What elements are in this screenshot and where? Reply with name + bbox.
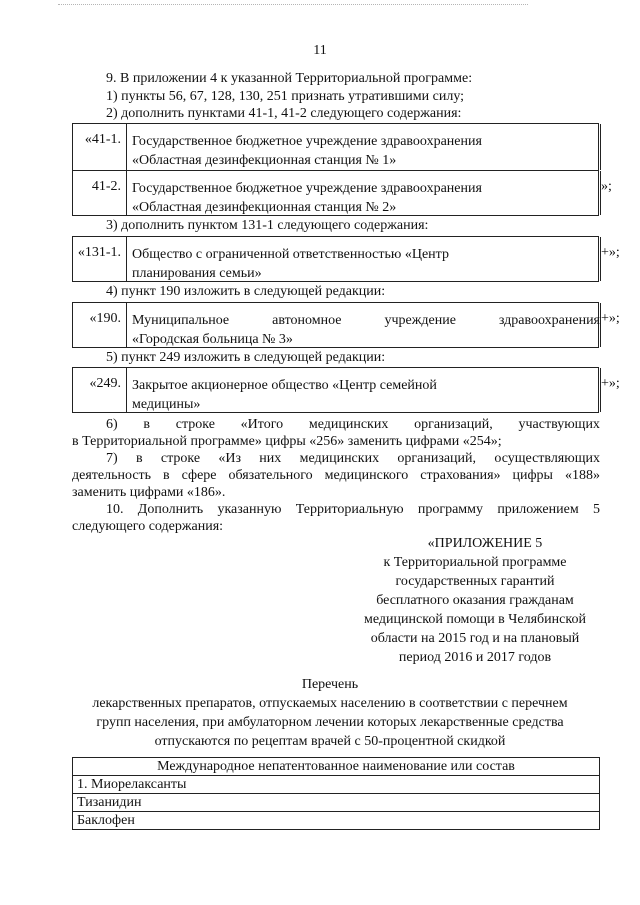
point7-line1: [106, 451, 600, 467]
scan-header-noise: [58, 4, 528, 5]
appendix-title: «ПРИЛОЖЕНИЕ 5: [427, 536, 543, 551]
word: приложением: [497, 502, 579, 517]
table-row-41-1: [72, 123, 599, 171]
point3-text: 3) дополнить пунктом 131-1 следующего содержания:: [106, 218, 429, 233]
appendix-header: «ПРИЛОЖЕНИЕ 5 к Территориальной программе государственных гарантий бесплатного оказания гражданам медицинской помощи в Челябинской области на 2015 год и на плановый период 2016 и 2017 годов: [330, 534, 620, 667]
row-organization: Государственное бюджетное учреждение здравоохранения «Областная дезинфекционная станция № 2»: [127, 171, 601, 215]
list-title: Перечень: [301, 677, 359, 692]
row-organization: Муниципальное автономное учреждение здравоохранения «Городская больница № 3»: [127, 303, 601, 347]
row-number: «41-1.: [73, 124, 127, 170]
word: строке: [160, 451, 201, 466]
word: организаций,: [397, 451, 477, 466]
table-row: Тизанидин: [73, 794, 600, 812]
word: деятельность: [72, 468, 152, 483]
item9-line2: 1) пункты 56, 67, 128, 130, 251 признать утратившими силу;: [106, 89, 465, 104]
row-number: «131-1.: [73, 237, 127, 281]
word: Дополнить: [137, 502, 204, 517]
row-number: «249.: [73, 368, 127, 412]
word: медицинского: [324, 468, 409, 483]
point6-line2: в Территориальной программе» цифры «256» заменить цифрами «254»;: [72, 434, 502, 449]
point6-line1: [106, 417, 600, 433]
word: «Из: [218, 451, 241, 466]
word: программу: [417, 502, 484, 517]
word: сфере: [181, 468, 217, 483]
word: них: [259, 451, 282, 466]
point7-line2: [72, 468, 600, 484]
word: 5: [593, 502, 600, 517]
row-number: «190.: [73, 303, 127, 347]
row-organization: Государственное бюджетное учреждение здравоохранения «Областная дезинфекционная станция № 1»: [127, 124, 601, 170]
table-row-131-1: «131-1. Общество с ограниченной ответственностью «Центр планирования семьи» +»;: [72, 236, 599, 282]
word: медицинских: [308, 417, 389, 432]
item10-line2: следующего содержания:: [72, 519, 224, 534]
word: медицинских: [299, 451, 380, 466]
item10-line1: [106, 502, 600, 518]
list-subtitle: лекарственных препаратов, отпускаемых населению в соответствии с перечнем групп населения, при амбулаторном лечении которых лекарственные средства отпускаются по рецептам врачей с 50-процентной скидкой: [92, 696, 568, 749]
point5-text: 5) пункт 249 изложить в следующей редакции:: [106, 350, 386, 365]
word: указанную: [217, 502, 282, 517]
item9-line1: 9. В приложении 4 к указанной Территориальной программе:: [106, 71, 473, 86]
drug-table: [72, 757, 600, 830]
word: «188»: [564, 468, 600, 483]
word: Территориальную: [295, 502, 404, 517]
table-header: Международное непатентованное наименование или состав: [73, 758, 600, 776]
row-organization: Закрытое акционерное общество «Центр семейной медицины»: [127, 368, 601, 412]
item9-line3: 2) дополнить пунктами 41-1, 41-2 следующего содержания:: [106, 106, 462, 121]
word: осуществляющих: [494, 451, 600, 466]
word: 10.: [106, 502, 124, 517]
table-header-row: [73, 758, 600, 776]
table-row-41-2: 41-2. Государственное бюджетное учреждение здравоохранения «Областная дезинфекционная станция № 2» »;: [72, 170, 599, 216]
page-number: 11: [313, 43, 327, 58]
word: 6): [106, 417, 118, 432]
table-row: 1. Миорелаксанты: [73, 776, 600, 794]
table-row: Баклофен: [73, 812, 600, 830]
word: «Итого: [240, 417, 284, 432]
word: в: [163, 468, 170, 483]
word: в: [143, 417, 151, 432]
word: организаций,: [414, 417, 493, 432]
table-row-249: «249. Закрытое акционерное общество «Центр семейной медицины» +»;: [72, 367, 599, 413]
word: в: [135, 451, 143, 466]
word: страхования»: [420, 468, 501, 483]
word: обязательного: [228, 468, 313, 483]
word: строке: [175, 417, 215, 432]
row-number: 41-2.: [73, 171, 127, 215]
point4-text: 4) пункт 190 изложить в следующей редакции:: [106, 284, 386, 299]
row-organization: Общество с ограниченной ответственностью «Центр планирования семьи»: [127, 237, 601, 281]
word: 7): [106, 451, 118, 466]
word: участвующих: [518, 417, 600, 432]
word: цифры: [512, 468, 553, 483]
point7-line3: заменить цифрами «186».: [72, 485, 226, 500]
table-row-190: «190. Муниципальное автономное учреждение здравоохранения «Городская больница № 3» +»;: [72, 302, 599, 348]
